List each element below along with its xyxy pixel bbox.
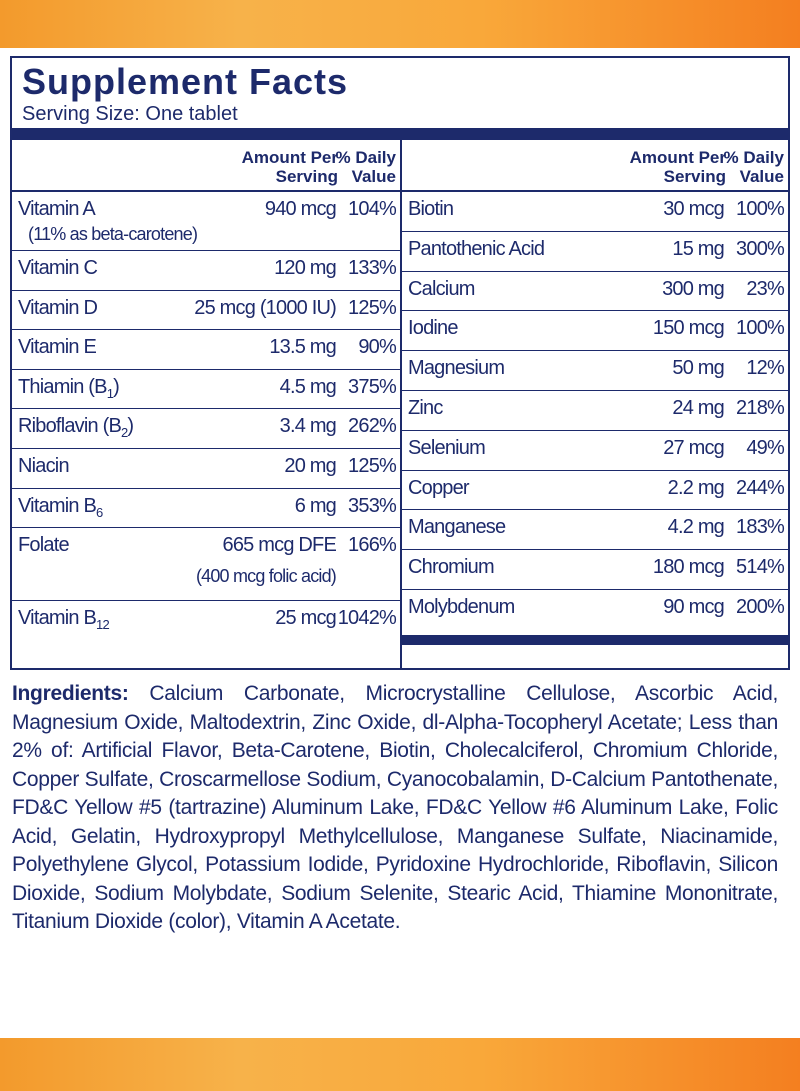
nutrient-name [408, 596, 515, 619]
daily-value: 1042% [337, 607, 396, 630]
amount-per-serving: 120 mg [274, 257, 336, 279]
nutrient-name-text: Vitamin B [18, 494, 97, 517]
nutrient-name-text: Copper [408, 476, 469, 499]
nutrient-name-text: Vitamin A [18, 198, 95, 220]
nutrient-name [18, 336, 96, 359]
nutrient-name [18, 257, 97, 280]
column-header [402, 140, 788, 192]
nutrient-row [402, 471, 788, 511]
amount-per-serving: 665 mcg DFE [222, 534, 336, 557]
amount-per-serving: 6 mg [294, 494, 336, 517]
supplement-facts-panel [10, 56, 790, 670]
nutrient-name-text: Iodine [408, 317, 458, 340]
amount-header: Amount Per Serving [629, 148, 726, 186]
column-header [12, 140, 400, 192]
daily-value: 49% [746, 436, 784, 459]
label-sheet [0, 48, 800, 1038]
amount-per-serving: 50 mg [672, 357, 724, 380]
amount-per-serving: 180 mcg [652, 556, 724, 579]
nutrient-note: (11% as beta-carotene) [28, 224, 198, 244]
daily-value: 262% [348, 415, 396, 438]
nutrient-name [18, 297, 97, 320]
ingredients-label: Ingredients: [12, 682, 129, 705]
nutrient-name-text: Vitamin D [18, 296, 98, 319]
nutrient-name-text: Vitamin E [18, 336, 97, 359]
nutrient-row [402, 311, 788, 351]
amount-per-serving: 90 mcg [663, 595, 724, 618]
nutrient-name-text: Chromium [408, 556, 494, 579]
amount-per-serving: 25 mcg (1000 IU) [194, 296, 336, 319]
daily-value: 133% [348, 257, 396, 279]
daily-value: 166% [348, 534, 396, 557]
nutrient-name-text: Calcium [408, 277, 475, 300]
nutrient-row [12, 449, 400, 489]
nutrient-name [18, 495, 102, 520]
nutrient-row [12, 601, 400, 640]
nutrient-name-tail: ) [127, 415, 134, 438]
facts-column-left [12, 140, 402, 668]
ingredients-paragraph [12, 680, 778, 937]
header-divider [12, 128, 788, 140]
nutrient-row [12, 251, 400, 291]
nutrient-name-text: Selenium [408, 436, 485, 459]
nutrient-row [402, 510, 788, 550]
nutrient-name-tail: ) [113, 375, 120, 398]
daily-value: 104% [348, 198, 396, 220]
ingredients-text: Calcium Carbonate, Microcrystalline Cellulose, Ascorbic Acid, Magnesium Oxide, Maltodextrin, Zinc Oxide, dl-Alpha-Tocopheryl Acetate; Less than 2% of: Artificial Flavor, Beta-Carotene, Biotin, Cholecalciferol, Chromium Chloride, Copper Sulfate, Croscarmellose Sodium, Cyanocobalamin, D-Calcium Pantothenate, FD&C Yellow #5 (tartrazine) Aluminum Lake, FD&C Yellow #6 Aluminum Lake, Folic Acid, Gelatin, Hydroxypropyl Methylcellulose, Manganese Sulfate, Niacinamide, Polyethylene Glycol, Potassium Iodide, Pyridoxine Hydrochloride, Riboflavin, Silicon Dioxide, Sodium Molybdate, Sodium Selenite, Stearic Acid, Thiamine Mononitrate, Titanium Dioxide (color), Vitamin A Acetate. [12, 682, 778, 933]
daily-value: 100% [736, 317, 784, 340]
nutrient-name [408, 357, 504, 380]
nutrient-name [408, 516, 505, 539]
right-nutrient-rows [402, 192, 788, 629]
nutrient-name [408, 238, 544, 261]
nutrient-name [408, 317, 458, 340]
amount-per-serving: 300 mg [662, 277, 724, 300]
nutrient-name [18, 607, 109, 632]
nutrient-name [408, 437, 485, 460]
amount-per-serving: 3.4 mg [279, 415, 336, 438]
daily-value: 125% [348, 454, 396, 477]
daily-value: 125% [348, 296, 396, 319]
nutrient-name-text: Pantothenic Acid [408, 237, 545, 260]
nutrient-row [402, 351, 788, 391]
amount-per-serving: 940 mcg [264, 198, 336, 220]
nutrient-row [12, 489, 400, 529]
daily-value: 244% [736, 476, 784, 499]
daily-value: 23% [746, 277, 784, 300]
nutrient-name [18, 534, 69, 557]
nutrient-name-text: Riboflavin (B [18, 415, 121, 438]
daily-value-header: % Daily Value [723, 148, 784, 186]
amount-per-serving: 13.5 mg [269, 336, 336, 359]
daily-value: 12% [746, 357, 784, 380]
amount-per-serving: 4.5 mg [279, 375, 336, 398]
nutrient-name-text: Magnesium [408, 357, 505, 380]
nutrient-name [408, 198, 453, 221]
nutrient-name [408, 556, 494, 579]
nutrient-name-text: Vitamin C [18, 257, 98, 279]
nutrient-name [408, 278, 475, 301]
amount-per-serving: 2.2 mg [667, 476, 724, 499]
facts-end-bar [402, 635, 788, 645]
nutrient-row [402, 431, 788, 471]
amount-per-serving: 24 mg [672, 396, 724, 419]
nutrient-name-text: Niacin [18, 454, 69, 477]
amount-note: (400 mcg folic acid) [195, 566, 336, 587]
nutrient-subscript: 2 [120, 425, 128, 441]
nutrient-name [408, 477, 469, 500]
serving-size: Serving Size: One tablet [22, 103, 238, 125]
daily-value: 353% [348, 494, 396, 517]
nutrient-row [12, 409, 400, 449]
nutrient-name-text: Zinc [408, 396, 443, 419]
amount-per-serving: 4.2 mg [667, 516, 724, 539]
amount-per-serving: 25 mcg [275, 607, 336, 630]
amount-per-serving: 30 mcg [663, 198, 724, 220]
amount-per-serving: 20 mg [284, 454, 336, 477]
daily-value: 200% [736, 595, 784, 618]
nutrient-row [402, 550, 788, 590]
daily-value: 514% [736, 556, 784, 579]
nutrient-name [18, 376, 119, 401]
daily-value-header: % Daily Value [335, 148, 396, 186]
nutrient-name-text: Molybdenum [408, 595, 515, 618]
nutrient-row [12, 291, 400, 331]
nutrient-name [18, 415, 133, 440]
daily-value: 218% [736, 396, 784, 419]
daily-value: 300% [736, 237, 784, 260]
daily-value: 183% [736, 516, 784, 539]
nutrient-row [402, 590, 788, 629]
nutrient-row [12, 370, 400, 410]
nutrient-row [402, 272, 788, 312]
nutrient-name [18, 455, 69, 478]
daily-value: 375% [348, 375, 396, 398]
nutrient-row [402, 391, 788, 431]
amount-header: Amount Per Serving [241, 148, 338, 186]
nutrient-row [12, 192, 400, 251]
daily-value: 90% [358, 336, 396, 359]
nutrient-row [12, 528, 400, 601]
nutrient-name-text: Manganese [408, 516, 506, 539]
nutrient-name-text: Thiamin (B [18, 375, 107, 398]
left-nutrient-rows [12, 192, 400, 640]
nutrient-name [408, 397, 443, 420]
facts-title: Supplement Facts [22, 61, 349, 102]
nutrient-name-text: Vitamin B [18, 607, 97, 630]
nutrient-subscript: 6 [96, 504, 103, 520]
nutrient-name [18, 198, 95, 221]
amount-per-serving: 15 mg [672, 237, 724, 260]
daily-value: 100% [736, 198, 784, 220]
facts-column-right [402, 140, 788, 668]
nutrient-row [12, 330, 400, 370]
nutrient-subscript: 12 [96, 617, 109, 633]
nutrient-name-text: Biotin [408, 198, 454, 220]
nutrient-name-text: Folate [18, 534, 69, 557]
nutrient-subscript: 1 [106, 385, 114, 401]
amount-per-serving: 27 mcg [663, 436, 724, 459]
nutrient-row [402, 232, 788, 272]
amount-per-serving: 150 mcg [652, 317, 724, 340]
nutrient-row [402, 192, 788, 232]
